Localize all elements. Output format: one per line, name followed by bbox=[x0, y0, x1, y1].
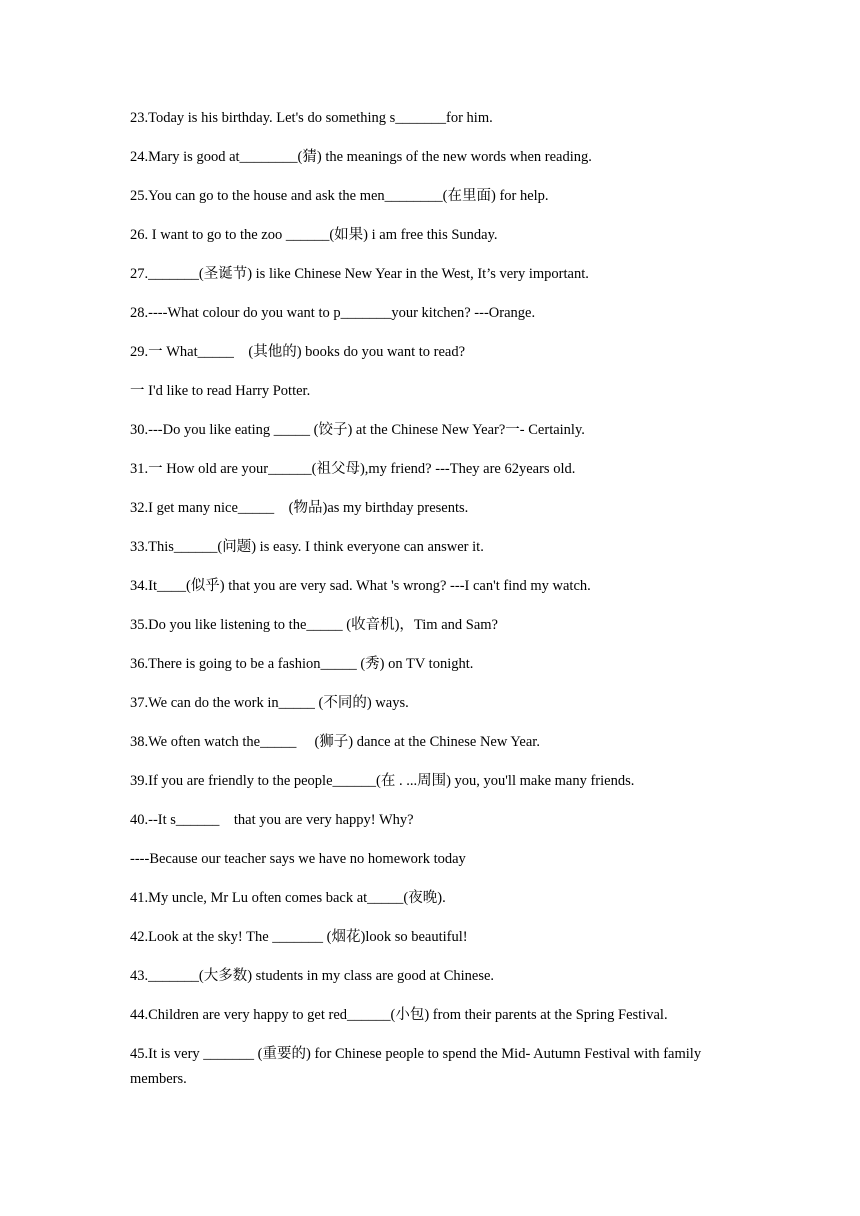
question-37: 37.We can do the work in_____ (不同的) ways. bbox=[130, 695, 409, 711]
question-23: 23.Today is his birthday. Let's do something s_______for him. bbox=[130, 110, 493, 126]
question-38: 38.We often watch the_____ (狮子) dance at the Chinese New Year. bbox=[130, 734, 540, 750]
question-24: 24.Mary is good at________(猜) the meanings of the new words when reading. bbox=[130, 149, 592, 165]
question-34: 34.It____(似乎) that you are very sad. What 's wrong? ---I can't find my watch. bbox=[130, 578, 591, 594]
question-41: 41.My uncle, Mr Lu often comes back at_____(夜晚). bbox=[130, 890, 446, 906]
question-26: 26. I want to go to the zoo ______(如果) i am free this Sunday. bbox=[130, 227, 498, 243]
question-28: 28.----What colour do you want to p_______your kitchen? ---Orange. bbox=[130, 305, 536, 321]
question-39: 39.If you are friendly to the people______(在 . ...周围) you, you'll make many friends. bbox=[130, 773, 635, 789]
question-40-answer: ----Because our teacher says we have no homework today bbox=[130, 851, 466, 867]
exercise-list bbox=[130, 108, 742, 1110]
question-44: 44.Children are very happy to get red______(小包) from their parents at the Spring Festival. bbox=[130, 1007, 668, 1023]
question-36: 36.There is going to be a fashion_____ (秀) on TV tonight. bbox=[130, 656, 474, 672]
question-42: 42.Look at the sky! The _______ (烟花)look so beautiful! bbox=[130, 929, 468, 945]
question-31: 31.一 How old are your______(祖父母),my friend? ---They are 62years old. bbox=[130, 461, 576, 477]
question-43: 43._______(大多数) students in my class are good at Chinese. bbox=[130, 968, 495, 984]
question-45: 45.It is very _______ (重要的) for Chinese people to spend the Mid- Autumn Festival with family members. bbox=[130, 1046, 702, 1087]
question-35: 35.Do you like listening to the_____ (收音机)，Tim and Sam? bbox=[130, 617, 498, 633]
question-40: 40.--It s______ that you are very happy! Why? bbox=[130, 812, 414, 828]
question-32: 32.I get many nice_____ (物品)as my birthday presents. bbox=[130, 500, 469, 516]
question-33: 33.This______(问题) is easy. I think everyone can answer it. bbox=[130, 539, 484, 555]
question-27: 27._______(圣诞节) is like Chinese New Year in the West, It’s very important. bbox=[130, 266, 589, 282]
question-25: 25.You can go to the house and ask the men________(在里面) for help. bbox=[130, 188, 549, 204]
question-29-answer: 一 I'd like to read Harry Potter. bbox=[130, 383, 311, 399]
question-29: 29.一 What_____ (其他的) books do you want to read? bbox=[130, 344, 466, 360]
question-30: 30.---Do you like eating _____ (饺子) at the Chinese New Year?一- Certainly. bbox=[130, 422, 585, 438]
